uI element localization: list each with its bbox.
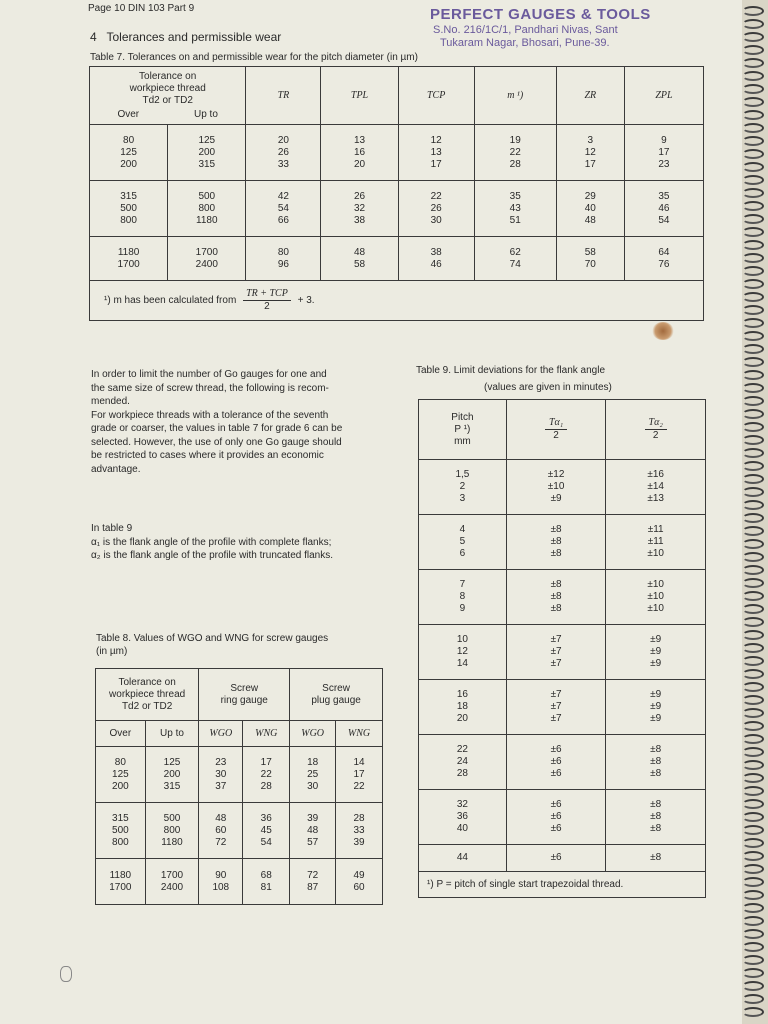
binding-coil (742, 656, 764, 666)
table8-cell: 125 200 315 (145, 747, 199, 803)
table7-header-m: m ¹) (474, 67, 556, 125)
table9-header-alpha2-den: 2 (652, 430, 659, 441)
pencil-mark (60, 966, 72, 982)
table7-cell: 3 12 17 (556, 125, 624, 181)
table7-footnote (90, 281, 704, 321)
binding-coil (742, 643, 764, 653)
table9-header-pitch: Pitch P ¹) mm (419, 400, 507, 460)
binding-coil (742, 435, 764, 445)
company-stamp-address-2: Tukaram Nagar, Bhosari, Pune-39. (440, 37, 610, 49)
table7-header-tr: TR (246, 67, 321, 125)
table9-row-group-3 (419, 570, 706, 625)
table7-footnote-tail: + 3. (297, 295, 315, 307)
table7-cell: 35 46 54 (624, 181, 703, 237)
table7-cell: 48 58 (321, 237, 398, 281)
table7-header-over: Over (117, 108, 140, 120)
table8-row-group-1 (96, 747, 383, 803)
table8-header-ring-gauge: Screw ring gauge (199, 669, 290, 721)
table7-row-group-3 (90, 237, 704, 281)
binding-coil (742, 474, 764, 484)
table8-header-ring-wng: WNG (243, 721, 290, 747)
table7-header-tolerance (90, 67, 246, 125)
binding-coil (742, 682, 764, 692)
binding-coil (742, 136, 764, 146)
table9-row-group-8 (419, 845, 706, 872)
binding-coil (742, 253, 764, 263)
binding-coil (742, 591, 764, 601)
table9-cell: 16 18 20 (419, 680, 507, 735)
binding-coil (742, 214, 764, 224)
table9-cell: ±6 ±6 ±6 (506, 790, 606, 845)
table9-header-alpha1 (506, 400, 606, 460)
section-heading (90, 30, 281, 44)
table7-footnote-text: ¹) m has been calculated from (104, 295, 237, 307)
binding-coil (742, 942, 764, 952)
binding-coil (742, 110, 764, 120)
binding-coil (742, 227, 764, 237)
table7-header-zpl: ZPL (624, 67, 703, 125)
table7-cell: 20 26 33 (246, 125, 321, 181)
table8-header-tolerance: Tolerance on workpiece thread Td2 or TD2 (96, 669, 199, 721)
table7-header-tpl: TPL (321, 67, 398, 125)
binding-coil (742, 84, 764, 94)
table9-cell: ±7 ±7 ±7 (506, 680, 606, 735)
binding-coil (742, 240, 764, 250)
binding-coil (742, 357, 764, 367)
table7-cell: 42 54 66 (246, 181, 321, 237)
table9-cell: ±12 ±10 ±9 (506, 460, 606, 515)
table9-cell: ±8 (606, 845, 706, 872)
binding-coil (742, 747, 764, 757)
binding-coil (742, 6, 764, 16)
table9-cell: ±6 (506, 845, 606, 872)
binding-coil (742, 955, 764, 965)
table7-caption: Table 7. Tolerances on and permissible wear for the pitch diameter (in µm) (90, 52, 418, 63)
binding-coil (742, 760, 764, 770)
table9-cell: ±8 ±8 ±8 (606, 790, 706, 845)
table7-header-tolerance-label: Tolerance on workpiece thread Td2 or TD2 (129, 70, 206, 106)
company-stamp-name: PERFECT GAUGES & TOOLS (430, 6, 651, 23)
binding-coil (742, 58, 764, 68)
table8-header-plug-gauge: Screw plug gauge (290, 669, 383, 721)
binding-coil (742, 305, 764, 315)
binding-coil (742, 565, 764, 575)
binding-coil (742, 695, 764, 705)
table7-cell: 12 13 17 (398, 125, 474, 181)
binding-coil (742, 617, 764, 627)
binding-coil (742, 318, 764, 328)
table9-row-group-5 (419, 680, 706, 735)
body-paragraph-1: In order to limit the number of Go gauges for one and the same size of screw thread, the following is recom- mended. For workpiece threads with a tolerance of the seventh grade or coarser, the values in table 7 for grade 6 can be selected. However, the use of only one Go gauge should be restricted to cases where it provides an economic advantage. (91, 369, 343, 475)
binding-coil (742, 19, 764, 29)
table9-header-alpha1-num: Tα₁ (545, 417, 567, 430)
table9-footnote-row (419, 872, 706, 898)
paper-stain (652, 322, 674, 340)
binding-coil (742, 734, 764, 744)
table7 (89, 66, 704, 321)
table9-cell: ±8 ±8 ±8 (506, 515, 606, 570)
binding-coil (742, 669, 764, 679)
table8-header-plug-wgo: WGO (290, 721, 336, 747)
table7-cell: 64 76 (624, 237, 703, 281)
table7-footnote-denominator: 2 (264, 301, 270, 312)
table9-cell: 7 8 9 (419, 570, 507, 625)
table7-cell: 38 46 (398, 237, 474, 281)
table8-cell: 90 108 (199, 859, 243, 905)
company-stamp-address-1: S.No. 216/1C/1, Pandhari Nivas, Sant (433, 24, 618, 36)
binding-coil (742, 708, 764, 718)
table9-cell: 32 36 40 (419, 790, 507, 845)
binding-coil (742, 422, 764, 432)
binding-coil (742, 201, 764, 211)
table8-cell: 17 22 28 (243, 747, 290, 803)
table9-row-group-4 (419, 625, 706, 680)
table9-header-alpha2-num: Tα₂ (645, 417, 667, 430)
binding-coil (742, 448, 764, 458)
binding-coil (742, 188, 764, 198)
binding-coil (742, 123, 764, 133)
table7-cell: 29 40 48 (556, 181, 624, 237)
binding-coil (742, 552, 764, 562)
table9-cell: ±8 ±8 ±8 (606, 735, 706, 790)
table7-header-tcp: TCP (398, 67, 474, 125)
page-reference: Page 10 DIN 103 Part 9 (88, 3, 195, 14)
table8-cell: 80 125 200 (96, 747, 146, 803)
binding-coil (742, 396, 764, 406)
table8-cell: 14 17 22 (336, 747, 383, 803)
table7-cell: 1180 1700 (90, 237, 168, 281)
table9-cell: ±7 ±7 ±7 (506, 625, 606, 680)
binding-coil (742, 1007, 764, 1017)
binding-coil (742, 604, 764, 614)
table8-cell: 39 48 57 (290, 803, 336, 859)
table8-cell: 1700 2400 (145, 859, 199, 905)
binding-coil (742, 721, 764, 731)
table9-cell: ±11 ±11 ±10 (606, 515, 706, 570)
table7-cell: 80 125 200 (90, 125, 168, 181)
table9-footnote: ¹) P = pitch of single start trapezoidal thread. (419, 872, 706, 898)
table8-header-upto: Up to (145, 721, 199, 747)
binding-coil (742, 344, 764, 354)
binding-coil (742, 45, 764, 55)
table9-cell: ±8 ±8 ±8 (506, 570, 606, 625)
binding-coil (742, 994, 764, 1004)
binding-coil (742, 890, 764, 900)
binding-coil (742, 539, 764, 549)
binding-coil (742, 266, 764, 276)
binding-coil (742, 968, 764, 978)
table7-cell: 62 74 (474, 237, 556, 281)
table9-cell: ±9 ±9 ±9 (606, 625, 706, 680)
binding-coil (742, 851, 764, 861)
spiral-binding (742, 0, 768, 1024)
binding-coil (742, 578, 764, 588)
table7-cell: 35 43 51 (474, 181, 556, 237)
binding-coil (742, 786, 764, 796)
table8-cell: 28 33 39 (336, 803, 383, 859)
binding-coil (742, 812, 764, 822)
table7-cell: 125 200 315 (168, 125, 246, 181)
binding-coil (742, 487, 764, 497)
table7-cell: 80 96 (246, 237, 321, 281)
table8-header-over: Over (96, 721, 146, 747)
table7-footnote-fraction (243, 288, 291, 313)
binding-coil (742, 929, 764, 939)
table8-cell: 68 81 (243, 859, 290, 905)
table9 (418, 399, 706, 898)
binding-coil (742, 292, 764, 302)
table9-cell: 4 5 6 (419, 515, 507, 570)
binding-coil (742, 916, 764, 926)
table7-cell: 9 17 23 (624, 125, 703, 181)
table7-cell: 26 32 38 (321, 181, 398, 237)
table8-row-group-3 (96, 859, 383, 905)
binding-coil (742, 877, 764, 887)
binding-coil (742, 175, 764, 185)
table8-cell: 48 60 72 (199, 803, 243, 859)
binding-coil (742, 32, 764, 42)
binding-coil (742, 981, 764, 991)
binding-coil (742, 162, 764, 172)
table8-cell: 23 30 37 (199, 747, 243, 803)
table7-cell: 1700 2400 (168, 237, 246, 281)
binding-coil (742, 71, 764, 81)
table7-row-group-2 (90, 181, 704, 237)
table9-caption-units: (values are given in minutes) (484, 382, 612, 393)
binding-coil (742, 903, 764, 913)
binding-coil (742, 864, 764, 874)
table9-cell: 22 24 28 (419, 735, 507, 790)
binding-coil (742, 500, 764, 510)
section-title: Tolerances and permissible wear (106, 30, 282, 44)
binding-coil (742, 630, 764, 640)
table7-row-group-1 (90, 125, 704, 181)
table9-cell: ±9 ±9 ±9 (606, 680, 706, 735)
binding-coil (742, 279, 764, 289)
binding-coil (742, 799, 764, 809)
table9-caption: Table 9. Limit deviations for the flank angle (416, 365, 605, 376)
table8-header-plug-wng: WNG (336, 721, 383, 747)
table8 (95, 668, 383, 905)
table9-cell: 44 (419, 845, 507, 872)
table7-cell: 22 26 30 (398, 181, 474, 237)
table8-cell: 1180 1700 (96, 859, 146, 905)
table8-caption: Table 8. Values of WGO and WNG for screw gauges (in µm) (96, 633, 329, 657)
binding-coil (742, 461, 764, 471)
table8-cell: 49 60 (336, 859, 383, 905)
table7-footnote-numerator: TR + TCP (243, 288, 291, 301)
table7-cell: 500 800 1180 (168, 181, 246, 237)
table7-footnote-row (90, 281, 704, 321)
binding-coil (742, 773, 764, 783)
table9-header-alpha1-den: 2 (553, 430, 559, 441)
binding-coil (742, 825, 764, 835)
binding-coil (742, 513, 764, 523)
binding-coil (742, 383, 764, 393)
table8-cell: 315 500 800 (96, 803, 146, 859)
binding-coil (742, 149, 764, 159)
table9-row-group-2 (419, 515, 706, 570)
table7-cell: 315 500 800 (90, 181, 168, 237)
binding-coil (742, 331, 764, 341)
table8-cell: 72 87 (290, 859, 336, 905)
table9-cell: 10 12 14 (419, 625, 507, 680)
table7-header-zr: ZR (556, 67, 624, 125)
table9-header-alpha2 (606, 400, 706, 460)
table9-row-group-1 (419, 460, 706, 515)
binding-coil (742, 838, 764, 848)
table9-row-group-6 (419, 735, 706, 790)
table9-cell: ±16 ±14 ±13 (606, 460, 706, 515)
table9-row-group-7 (419, 790, 706, 845)
table8-cell: 36 45 54 (243, 803, 290, 859)
table9-cell: 1,5 2 3 (419, 460, 507, 515)
table9-cell: ±6 ±6 ±6 (506, 735, 606, 790)
table8-cell: 18 25 30 (290, 747, 336, 803)
binding-coil (742, 526, 764, 536)
binding-coil (742, 409, 764, 419)
table7-header-upto: Up to (194, 108, 218, 120)
section-number: 4 (90, 30, 97, 44)
table8-row-group-2 (96, 803, 383, 859)
table8-header-ring-wgo: WGO (199, 721, 243, 747)
table7-cell: 19 22 28 (474, 125, 556, 181)
table7-cell: 13 16 20 (321, 125, 398, 181)
body-paragraph-2: In table 9 α₁ is the flank angle of the profile with complete flanks; α₂ is the flank angle of the profile with truncated flanks. (91, 523, 334, 561)
table8-cell: 500 800 1180 (145, 803, 199, 859)
table9-cell: ±10 ±10 ±10 (606, 570, 706, 625)
binding-coil (742, 370, 764, 380)
binding-coil (742, 97, 764, 107)
table7-cell: 58 70 (556, 237, 624, 281)
